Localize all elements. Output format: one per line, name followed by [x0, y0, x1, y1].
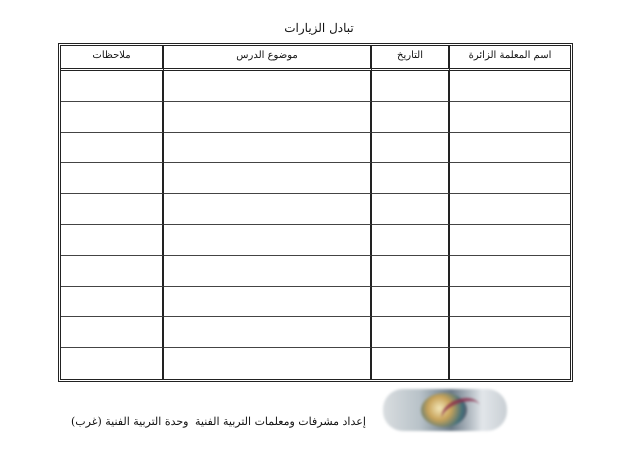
table-cell-notes: [61, 133, 164, 164]
education-logo-image: [383, 389, 507, 431]
table-cell-notes: [61, 71, 164, 102]
table-cell-visiting-teacher: [450, 102, 570, 133]
table-cell-visiting-teacher: [450, 348, 570, 379]
table-cell-visiting-teacher: [450, 163, 570, 194]
table-cell-lesson-topic: [164, 102, 372, 133]
header-date: التاريخ: [372, 46, 450, 71]
table-cell-date: [372, 133, 450, 164]
table-cell-lesson-topic: [164, 287, 372, 318]
table-cell-visiting-teacher: [450, 317, 570, 348]
table-cell-visiting-teacher: [450, 225, 570, 256]
table-cell-lesson-topic: [164, 194, 372, 225]
table-cell-lesson-topic: [164, 71, 372, 102]
table-cell-visiting-teacher: [450, 194, 570, 225]
table-cell-lesson-topic: [164, 348, 372, 379]
table-cell-notes: [61, 163, 164, 194]
table-cell-visiting-teacher: [450, 287, 570, 318]
table-cell-notes: [61, 317, 164, 348]
table-cell-date: [372, 348, 450, 379]
table-cell-lesson-topic: [164, 163, 372, 194]
table-cell-lesson-topic: [164, 133, 372, 164]
table-cell-notes: [61, 287, 164, 318]
prepared-by-text: إعداد مشرفات ومعلمات التربية الفنية: [195, 415, 366, 428]
header-lesson-topic: موضوع الدرس: [164, 46, 372, 71]
table-cell-date: [372, 225, 450, 256]
table-cell-date: [372, 317, 450, 348]
table-cell-lesson-topic: [164, 225, 372, 256]
table-cell-notes: [61, 225, 164, 256]
table-cell-visiting-teacher: [450, 133, 570, 164]
table-cell-lesson-topic: [164, 256, 372, 287]
table-cell-notes: [61, 102, 164, 133]
table-cell-notes: [61, 194, 164, 225]
table-cell-notes: [61, 256, 164, 287]
table-cell-date: [372, 71, 450, 102]
table-cell-visiting-teacher: [450, 71, 570, 102]
table-cell-lesson-topic: [164, 317, 372, 348]
table-cell-date: [372, 163, 450, 194]
table-cell-notes: [61, 348, 164, 379]
table-cell-visiting-teacher: [450, 256, 570, 287]
unit-name-text: وحدة التربية الفنية (غرب): [71, 415, 189, 428]
header-notes: ملاحظات: [61, 46, 164, 71]
table-cell-date: [372, 194, 450, 225]
visits-table: [58, 43, 573, 382]
table-cell-date: [372, 256, 450, 287]
page-title: تبادل الزيارات: [284, 21, 354, 35]
header-visiting-teacher: اسم المعلمة الزائرة: [450, 46, 570, 71]
table-cell-date: [372, 102, 450, 133]
table-cell-date: [372, 287, 450, 318]
